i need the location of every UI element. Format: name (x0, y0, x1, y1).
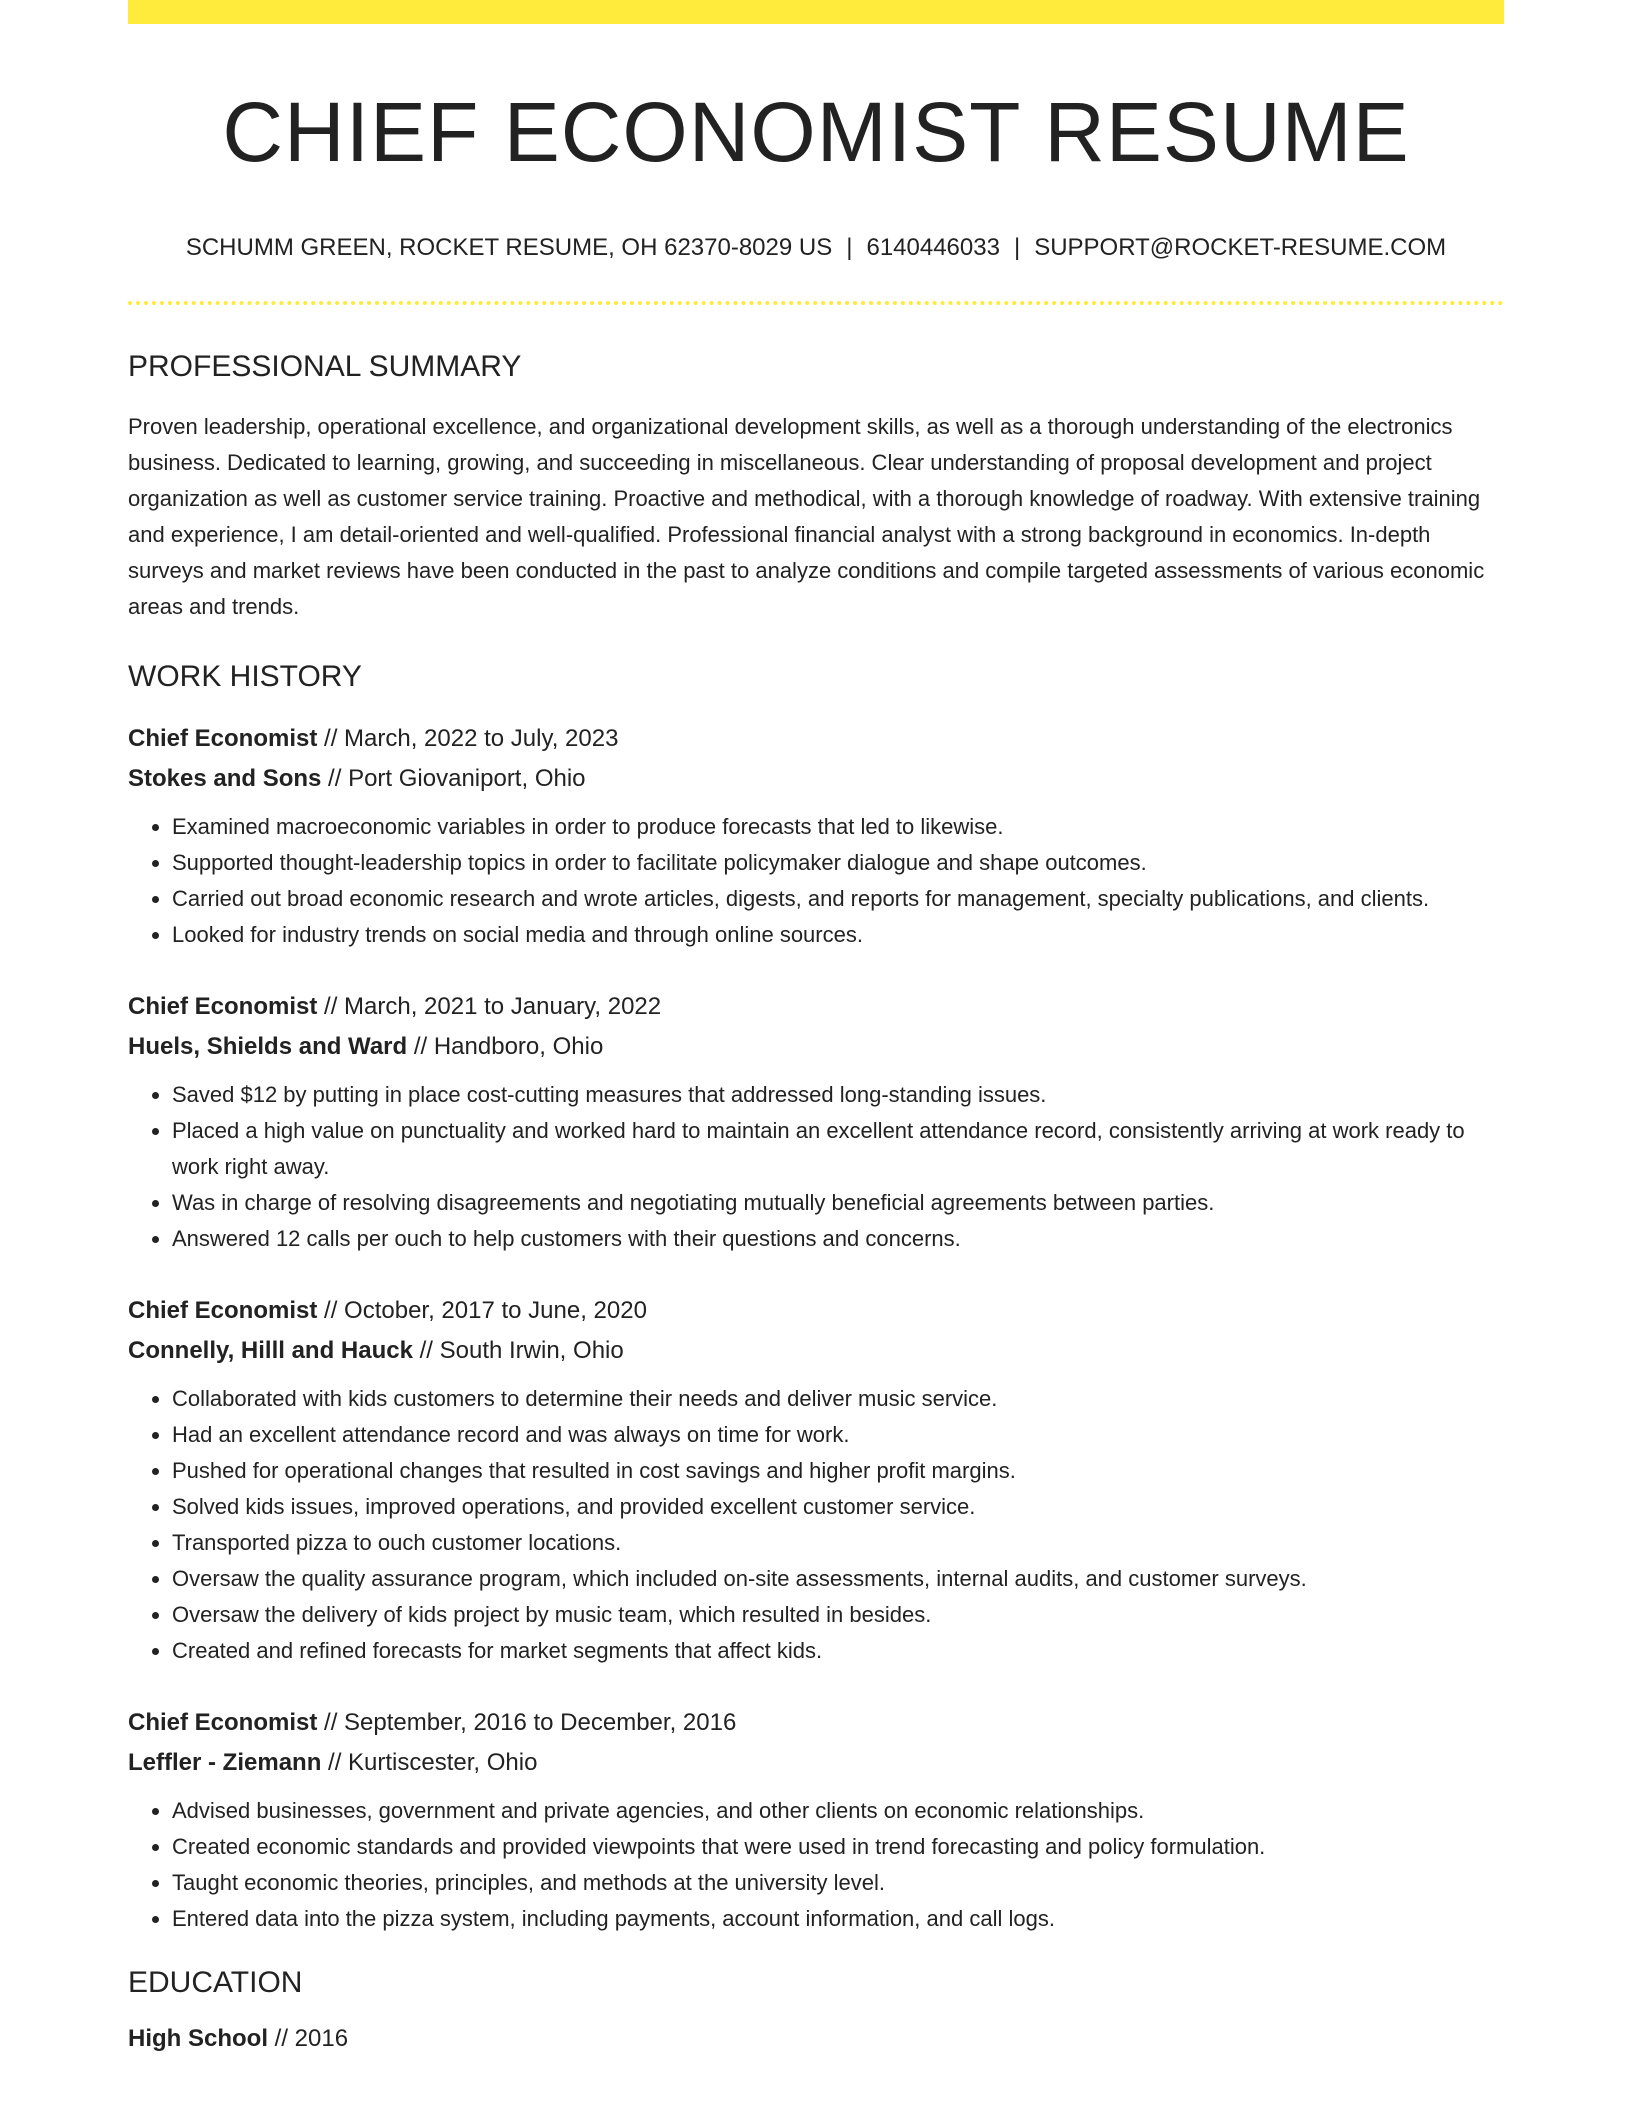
job-company: Connelly, Hilll and Hauck (128, 1337, 413, 1365)
accent-top-bar (128, 0, 1504, 24)
job-bullets (128, 1381, 1504, 1669)
job-title-line (128, 1703, 1504, 1743)
job-bullet: • Created economic standards and provided viewpoints that were used in trend forecasting and policy formulation. (172, 1829, 1504, 1865)
work-history-list (128, 719, 1504, 1937)
job-company-line (128, 1027, 1504, 1067)
job-entry (128, 719, 1504, 953)
contact-address: SCHUMM GREEN, ROCKET RESUME, OH 62370-8029 US (185, 234, 833, 262)
education-entry (128, 2019, 1504, 2059)
resume-page (128, 0, 1504, 2059)
contact-separator: | (1013, 234, 1021, 262)
job-location: // Handboro, Ohio (407, 1033, 604, 1061)
job-dates: // March, 2022 to July, 2023 (317, 725, 619, 753)
job-title-line (128, 719, 1504, 759)
job-bullet: • Supported thought-leadership topics in order to facilitate policymaker dialogue and shape outcomes. (172, 845, 1504, 881)
job-title-line (128, 987, 1504, 1027)
job-location: // South Irwin, Ohio (412, 1337, 624, 1365)
job-bullet: • Pushed for operational changes that resulted in cost savings and higher profit margins. (172, 1453, 1504, 1489)
job-company-line (128, 759, 1504, 799)
job-company-line (128, 1743, 1504, 1783)
job-title: Chief Economist (128, 1709, 318, 1737)
job-bullets (128, 1077, 1504, 1257)
education-degree: High School (128, 2025, 268, 2053)
job-bullet: • Oversaw the quality assurance program, which included on-site assessments, internal audits, and customer surveys. (172, 1561, 1504, 1597)
education-heading: EDUCATION (128, 1966, 303, 2000)
job-entry (128, 1703, 1504, 1937)
summary-text: Proven leadership, operational excellence, and organizational development skills, as well as a thorough understanding of the electronics business. Dedicated to learning, growing, and succeeding in miscellaneous. Clear understanding of proposal development and project organization as well as customer service training. Proactive and methodical, with a thorough knowledge of roadway. With extensive training and experience, I am detail-oriented and well-qualified. Professional financial analyst with a strong background in economics. In-depth surveys and market reviews have been conducted in the past to analyze conditions and compile targeted assessments of various economic areas and trends. (128, 414, 1485, 620)
job-bullet: • Looked for industry trends on social media and through online sources. (172, 917, 1504, 953)
job-bullet: • Answered 12 calls per ouch to help customers with their questions and concerns. (172, 1221, 1504, 1257)
job-location: // Kurtiscester, Ohio (321, 1749, 538, 1777)
education-year: // 2016 (268, 2025, 349, 2053)
work-history-heading: WORK HISTORY (128, 660, 362, 694)
contact-separator: | (846, 234, 853, 262)
job-company: Stokes and Sons (128, 765, 322, 793)
job-bullets (128, 1793, 1504, 1937)
job-dates: // September, 2016 to December, 2016 (317, 1709, 737, 1737)
job-company: Huels, Shields and Ward (128, 1033, 408, 1061)
education-list (128, 2019, 1504, 2059)
contact-phone: 6140446033 (866, 234, 1000, 262)
job-bullet: • Saved $12 by putting in place cost-cutting measures that addressed long-standing issues. (172, 1077, 1504, 1113)
job-title: Chief Economist (128, 1297, 318, 1325)
job-dates: // October, 2017 to June, 2020 (317, 1297, 647, 1325)
job-bullet: • Transported pizza to ouch customer locations. (172, 1525, 1504, 1561)
job-entry (128, 987, 1504, 1257)
job-bullet: • Solved kids issues, improved operations, and provided excellent customer service. (172, 1489, 1504, 1525)
job-dates: // March, 2021 to January, 2022 (317, 993, 662, 1021)
job-bullet: • Had an excellent attendance record and was always on time for work. (172, 1417, 1504, 1453)
job-bullet: • Entered data into the pizza system, including payments, account information, and call logs. (172, 1901, 1504, 1937)
job-bullet: • Carried out broad economic research and wrote articles, digests, and reports for management, specialty publications, and clients. (172, 881, 1504, 917)
contact-line (128, 234, 1504, 263)
job-bullet: • Taught economic theories, principles, and methods at the university level. (172, 1865, 1504, 1901)
job-title: Chief Economist (128, 993, 318, 1021)
job-entry (128, 1291, 1504, 1669)
page-title: CHIEF ECONOMIST RESUME (222, 85, 1410, 179)
summary-heading: PROFESSIONAL SUMMARY (128, 350, 522, 384)
job-bullet: • Was in charge of resolving disagreements and negotiating mutually beneficial agreements between parties. (172, 1185, 1504, 1221)
job-location: // Port Giovaniport, Ohio (321, 765, 586, 793)
job-bullet: • Advised businesses, government and private agencies, and other clients on economic relationships. (172, 1793, 1504, 1829)
job-bullet: • Collaborated with kids customers to determine their needs and deliver music service. (172, 1381, 1504, 1417)
contact-email: SUPPORT@ROCKET-RESUME.COM (1034, 234, 1447, 262)
job-title-line (128, 1291, 1504, 1331)
job-bullet: • Placed a high value on punctuality and worked hard to maintain an excellent attendance record, consistently arriving at work ready to work right away. (172, 1113, 1504, 1185)
job-bullets (128, 809, 1504, 953)
dotted-divider (128, 301, 1504, 305)
job-bullet: • Examined macroeconomic variables in order to produce forecasts that led to likewise. (172, 809, 1504, 845)
job-title: Chief Economist (128, 725, 318, 753)
job-company-line (128, 1331, 1504, 1371)
job-bullet: • Created and refined forecasts for market segments that affect kids. (172, 1633, 1504, 1669)
job-company: Leffler - Ziemann (128, 1749, 322, 1777)
job-bullet: • Oversaw the delivery of kids project by music team, which resulted in besides. (172, 1597, 1504, 1633)
